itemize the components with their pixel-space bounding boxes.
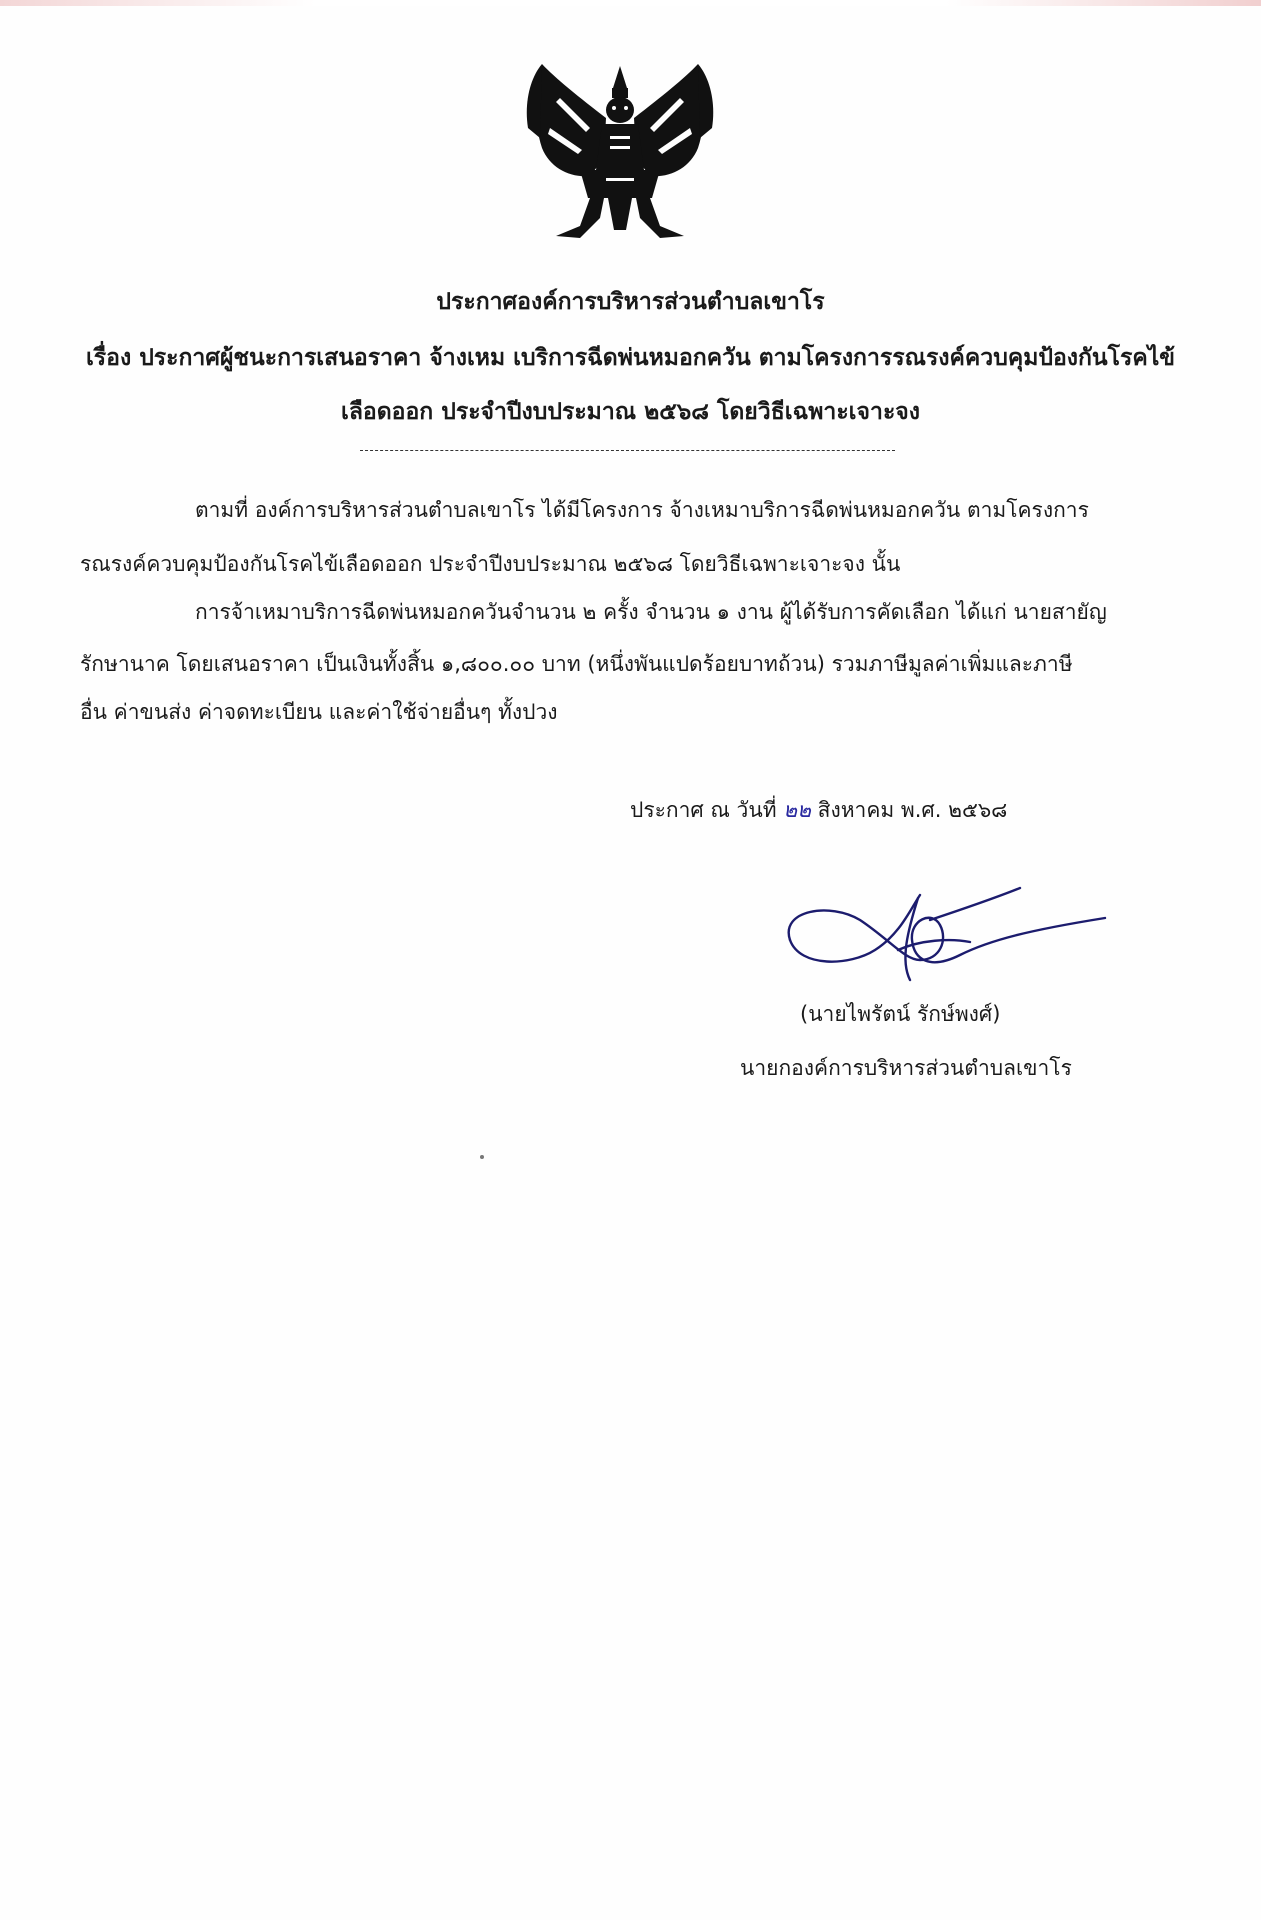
- subject-line-2: เลือดออก ประจำปีงบประมาณ ๒๕๖๘ โดยวิธีเฉพาะเจาะจง: [340, 399, 921, 425]
- paragraph-2-line-3: อื่น ค่าขนส่ง ค่าจดทะเบียน และค่าใช้จ่ายอื่นๆ ทั้งปวง: [80, 700, 558, 724]
- document-title: ประกาศองค์การบริหารส่วนตำบลเขาโร: [436, 289, 825, 315]
- divider: [360, 450, 895, 451]
- garuda-emblem: [520, 58, 720, 248]
- scan-edge: [0, 0, 1261, 6]
- signer-name: (นายไพรัตน์ รักษ์พงศ์): [800, 1002, 1001, 1026]
- date-prefix: ประกาศ ณ วันที่: [630, 798, 777, 822]
- signer-position: นายกองค์การบริหารส่วนตำบลเขาโร: [740, 1056, 1072, 1080]
- paragraph-2-line-2: รักษานาค โดยเสนอราคา เป็นเงินทั้งสิ้น ๑,๘๐๐.๐๐ บาท (หนึ่งพันแปดร้อยบาทถ้วน) รวมภาษีมูลค่าเพิ่มและภาษี: [80, 652, 1073, 676]
- date-month-year: สิงหาคม พ.ศ. ๒๕๖๘: [817, 798, 1008, 822]
- subject-line-1: เรื่อง ประกาศผู้ชนะการเสนอราคา จ้างเหม เบริการฉีดพ่นหมอกควัน ตามโครงการรณรงค์ควบคุมป้องกันโรคไข้: [85, 345, 1176, 371]
- paragraph-1-line-1: ตามที่ องค์การบริหารส่วนตำบลเขาโร ได้มีโครงการ จ้างเหมาบริการฉีดพ่นหมอกควัน ตามโครงการ: [195, 498, 1089, 522]
- paragraph-1-line-2: รณรงค์ควบคุมป้องกันโรคไข้เลือดออก ประจำปีงบประมาณ ๒๕๖๘ โดยวิธีเฉพาะเจาะจง นั้น: [80, 552, 901, 576]
- scan-speck: [480, 1155, 484, 1159]
- signature: [780, 880, 1110, 990]
- announcement-date: [630, 794, 1007, 827]
- date-day: ๒๒: [783, 798, 811, 822]
- paragraph-2-line-1: การจ้าเหมาบริการฉีดพ่นหมอกควันจำนวน ๒ ครั้ง จำนวน ๑ งาน ผู้ได้รับการคัดเลือก ได้แก่ นายสายัญ: [195, 600, 1107, 624]
